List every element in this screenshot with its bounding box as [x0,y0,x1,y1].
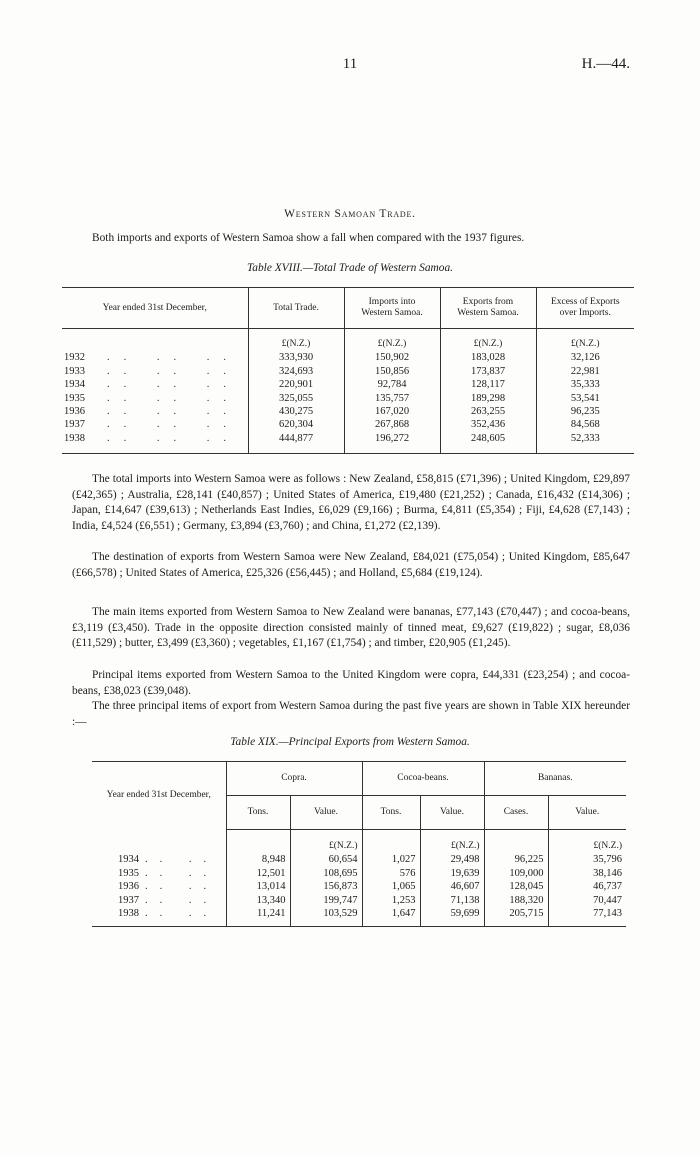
table19-copra-tons-cell: 8,948 [226,853,290,866]
page-number: 11 [342,56,358,72]
table19-cocoa-tons-cell: 1,647 [362,907,420,927]
table-row [62,418,634,431]
leader-dots: .. .. [145,881,219,893]
table18-total-cell: 620,304 [248,418,344,431]
table19-copra-value-cell: 60,654 [290,853,362,866]
table19-banana-cases-cell: 109,000 [484,867,548,880]
table18-excess-cell: 32,126 [570,352,600,364]
table18-header-total: Total Trade. [248,288,344,329]
leader-dots: .. .. [145,867,219,879]
paragraph-exports-destination-text: The destination of exports from Western Samoa were New Zealand, £84,021 (£75,054) ; United Kingdom, £85,647 (£66,578) ; United States of America, £25,326 (£56,445) ; and Holland, £5,684 (£19,124). [72,551,630,579]
table18-header-imports: Imports into Western Samoa. [344,288,440,329]
table19-cocoa-tons-cell: 576 [362,867,420,880]
leader-dots: .. .. [145,908,219,920]
table19-copra-value-cell: 103,529 [290,907,362,927]
table-row [92,907,626,927]
leader-dots: .. .. .. [107,352,240,364]
table19-copra-value-cell: 156,873 [290,880,362,893]
leader-dots: .. .. [145,894,219,906]
paragraph-exports-destination [72,550,630,581]
paragraph-imports [72,472,630,534]
table18-total-cell: 324,693 [248,365,344,378]
table18-exports-cell: 352,436 [440,418,536,431]
table18-year: 1934 [64,379,85,391]
paragraph-nz-items [72,605,630,652]
section-title: Western Samoan Trade. [284,208,416,220]
table19-banana-value-cell: 38,146 [593,867,622,879]
table19-banana-value-cell: 35,796 [593,854,622,866]
table18-total-trade [62,287,634,454]
table18-unit: £(N.Z.) [571,339,600,349]
table-row [62,432,634,454]
table19-year: 1937 [118,894,139,906]
table19-copra-value-cell: 199,747 [290,894,362,907]
table19-banana-value-cell: 70,447 [593,894,622,906]
table18-imports-cell: 150,902 [344,351,440,364]
intro-paragraph [72,231,642,247]
table19-banana-value-cell: 46,737 [593,881,622,893]
table19-cocoa-value-cell: 59,699 [420,907,484,927]
paragraph-uk-items-text: Principal items exported from Western Samoa to the United Kingdom were copra, £44,331 (£23,254) ; and cocoa-beans, £38,023 (£39,048). [72,669,630,697]
table19-year-cell [92,853,226,866]
paragraph-table19-intro [72,699,630,730]
table-row [62,392,634,405]
leader-dots: .. .. .. [107,406,240,418]
table18-imports-cell: 92,784 [344,378,440,391]
table-row [62,351,634,364]
table18-imports-cell: 167,020 [344,405,440,418]
table19-year-cell [92,867,226,880]
table19-banana-value-cell: 77,143 [593,908,622,920]
table19-banana-cases-cell: 96,225 [484,853,548,866]
paragraph-table19-intro-text: The three principal items of export from Western Samoa during the past five years are shown in Table XIX hereunder :— [72,700,630,728]
paragraph-imports-text: The total imports into Western Samoa were as follows : New Zealand, £58,815 (£71,396) ; United Kingdom, £29,897 (£42,365) ; Australia, £28,141 (£40,857) ; United States of America, £19,480 (£21,252) ; Canada, £16,432 (£14,306) ; Japan, £14,647 (£39,613) ; Netherlands East Indies, £6,029 (£9,166) ; Burma, £4,811 (£5,354) ; Fiji, £4,628 (£7,143) ; India, £4,524 (£6,551) ; Germany, £3,894 (£3,760) ; and China, £1,272 (£2,139). [72,473,630,532]
table19-year-cell [92,894,226,907]
table18-year-cell [62,378,248,391]
table19-cocoa-tons-cell: 1,065 [362,880,420,893]
table19-cocoa-value-cell: 71,138 [420,894,484,907]
table18-year: 1933 [64,365,85,377]
table18-imports-cell: 135,757 [344,392,440,405]
table19-group-bananas: Bananas. [484,762,626,796]
table18-total-cell: 220,901 [248,378,344,391]
table18-year-cell [62,392,248,405]
leader-dots: .. .. .. [107,365,240,377]
leader-dots: .. .. .. [107,392,240,404]
table18-imports-cell: 196,272 [344,432,440,454]
leader-dots: .. .. .. [107,419,240,431]
table-row [92,894,626,907]
table19-unit: £(N.Z.) [290,830,362,854]
table18-excess-cell: 96,235 [570,406,600,418]
paragraph-uk-items [72,668,630,699]
table19-banana-cases-cell: 128,045 [484,880,548,893]
table18-unit: £(N.Z.) [440,329,536,352]
table18-total-cell: 444,877 [248,432,344,454]
table18-exports-cell: 173,837 [440,365,536,378]
table18-exports-cell: 128,117 [440,378,536,391]
table19-copra-tons-cell: 12,501 [226,867,290,880]
table19-sub-banana-cases: Cases. [484,796,548,830]
table18-exports-cell: 189,298 [440,392,536,405]
table19-header-year: Year ended 31st December, [92,762,226,830]
table18-imports-cell: 150,856 [344,365,440,378]
table19-sub-cocoa-tons: Tons. [362,796,420,830]
table-row [62,365,634,378]
table18-year-cell [62,351,248,364]
table19-banana-cases-cell: 205,715 [484,907,548,927]
table18-header-excess: Excess of Exports over Imports. [536,288,634,329]
table19-copra-tons-cell: 11,241 [226,907,290,927]
table18-year: 1938 [64,432,85,444]
table19-sub-copra-value: Value. [290,796,362,830]
table-row [92,853,626,866]
table19-sub-cocoa-value: Value. [420,796,484,830]
table19-sub-banana-value: Value. [548,796,626,830]
table18-imports-cell: 267,868 [344,418,440,431]
document-reference: H.—44. [581,56,630,72]
paragraph-nz-items-text: The main items exported from Western Samoa to New Zealand were bananas, £77,143 (£70,447) ; and cocoa-beans, £3,119 (£3,450). Trade in the opposite direction consisted mainly of tinned meat, £9,627 (£19,822) ; sugar, £8,036 (£11,529) ; butter, £3,499 (£3,360) ; vegetables, £1,167 (£1,754) ; and timber, £20,905 (£1,245). [72,606,630,649]
table19-cocoa-tons-cell: 1,253 [362,894,420,907]
intro-text: Both imports and exports of Western Samoa show a fall when compared with the 1937 figures. [92,232,525,244]
table19-unit: £(N.Z.) [420,830,484,854]
leader-dots: .. .. .. [107,432,240,444]
table18-total-cell: 333,930 [248,351,344,364]
table19-cocoa-value-cell: 19,639 [420,867,484,880]
table19-cocoa-tons-cell: 1,027 [362,853,420,866]
table19-year: 1935 [118,867,139,879]
table19-caption: Table XIX.—Principal Exports from Western Samoa. [230,736,470,748]
table18-year-cell [62,405,248,418]
table18-year: 1935 [64,392,85,404]
table18-header-year: Year ended 31st December, [62,288,248,329]
table19-copra-tons-cell: 13,340 [226,894,290,907]
table18-caption: Table XVIII.—Total Trade of Western Samoa. [247,262,453,274]
table18-year: 1937 [64,419,85,431]
table19-cocoa-value-cell: 46,607 [420,880,484,893]
table18-excess-cell: 84,568 [570,419,600,431]
table18-unit: £(N.Z.) [344,329,440,352]
table18-exports-cell: 183,028 [440,351,536,364]
table18-exports-cell: 263,255 [440,405,536,418]
table19-year: 1936 [118,881,139,893]
table18-unit: £(N.Z.) [248,329,344,352]
table18-total-cell: 430,275 [248,405,344,418]
table18-header-exports: Exports from Western Samoa. [440,288,536,329]
table19-group-cocoa: Cocoa-beans. [362,762,484,796]
table18-year: 1932 [64,352,85,364]
table19-principal-exports [92,761,626,927]
leader-dots: .. .. .. [107,379,240,391]
table18-year: 1936 [64,406,85,418]
table19-group-copra: Copra. [226,762,362,796]
table19-unit: £(N.Z.) [593,841,622,851]
table19-year: 1938 [118,908,139,920]
table18-excess-cell: 52,333 [570,432,600,444]
table-row [62,405,634,418]
table18-excess-cell: 22,981 [570,365,600,377]
table19-year-cell [92,907,226,927]
table18-year-cell [62,365,248,378]
table-row [92,867,626,880]
table18-exports-cell: 248,605 [440,432,536,454]
table18-excess-cell: 53,541 [570,392,600,404]
table-row [92,880,626,893]
table18-excess-cell: 35,333 [570,379,600,391]
table19-sub-copra-tons: Tons. [226,796,290,830]
table19-copra-value-cell: 108,695 [290,867,362,880]
table-row [62,378,634,391]
table18-year-cell [62,432,248,454]
table18-total-cell: 325,055 [248,392,344,405]
table19-year-cell [92,880,226,893]
table19-copra-tons-cell: 13,014 [226,880,290,893]
table19-year: 1934 [118,854,139,866]
table19-banana-cases-cell: 188,320 [484,894,548,907]
table19-cocoa-value-cell: 29,498 [420,853,484,866]
table18-year-cell [62,418,248,431]
leader-dots: .. .. [145,854,219,866]
